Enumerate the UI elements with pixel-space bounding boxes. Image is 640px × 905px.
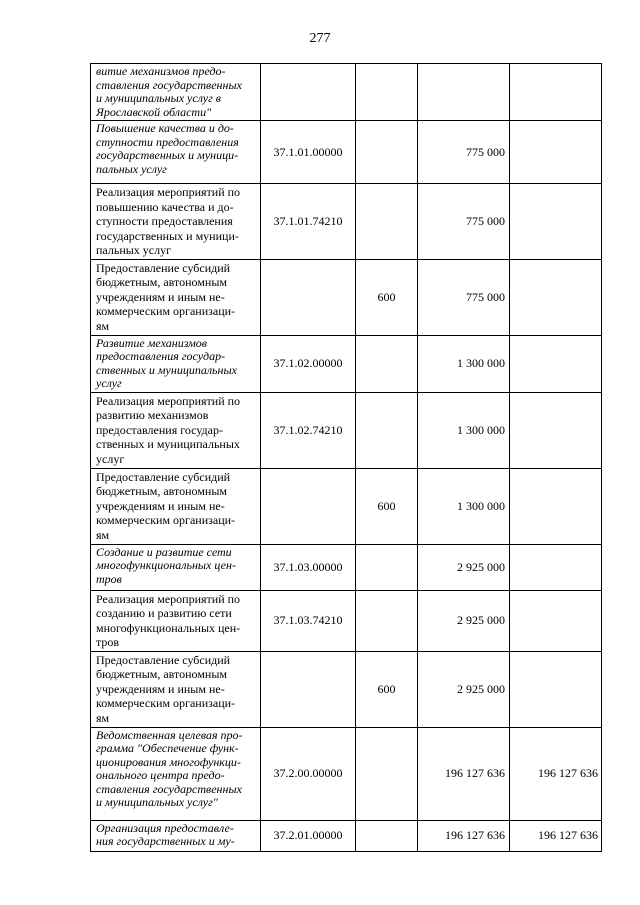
row-name-line: предоставления государ- [96, 422, 223, 437]
row-name-line: бюджетным, автономным [96, 667, 227, 681]
amount-year-2 [510, 651, 602, 727]
amount-year-2 [510, 544, 602, 590]
target-article-code [261, 651, 356, 727]
row-name-line: онального центра предо- [96, 768, 225, 782]
row-name-line: Развитие механизмов [96, 335, 207, 350]
row-name-cell [91, 392, 261, 468]
row-name-cell [91, 184, 261, 260]
table-row [91, 392, 602, 468]
row-name-line: пальных услуг [96, 243, 172, 257]
amount-year-2 [510, 184, 602, 260]
amount-year-1 [418, 64, 510, 121]
target-article-code [261, 64, 356, 121]
table-row [91, 64, 602, 121]
amount-year-1: 775 000 [418, 184, 510, 260]
row-name-line: и муниципальных услуг в [96, 91, 221, 105]
expense-type-code: 600 [356, 468, 418, 544]
row-name-cell [91, 121, 261, 184]
expense-type-code: 600 [356, 259, 418, 335]
expense-type-code [356, 544, 418, 590]
table-row [91, 121, 602, 184]
row-name-line: ступности предоставления [96, 134, 239, 149]
amount-year-2 [510, 590, 602, 651]
row-name-line: ционирования многофункци- [96, 754, 241, 769]
row-name-line: Предоставление субсидий [96, 469, 231, 484]
row-name-line: ставления государственных [96, 781, 242, 796]
amount-year-1: 775 000 [418, 259, 510, 335]
amount-year-1: 1 300 000 [418, 392, 510, 468]
expense-type-code [356, 727, 418, 820]
table-row [91, 727, 602, 820]
target-article-code: 37.2.01.00000 [261, 820, 356, 851]
page-number: 277 [309, 31, 331, 46]
row-name-line: ям [96, 710, 110, 725]
row-name-line: Предоставление субсидий [96, 260, 231, 275]
amount-year-1: 2 925 000 [418, 651, 510, 727]
table-row [91, 651, 602, 727]
expense-type-code [356, 184, 418, 260]
row-name-line: учреждениям и иным не- [96, 498, 225, 513]
row-name-line: многофункциональных цен- [96, 620, 241, 635]
row-name-cell [91, 259, 261, 335]
row-name-line: и муниципальных услуг" [96, 795, 218, 809]
row-name-line: многофункциональных цен- [96, 558, 236, 572]
amount-year-2 [510, 259, 602, 335]
row-name-line: Реализация мероприятий по [96, 185, 241, 199]
row-name-line: коммерческим организаци- [96, 304, 236, 318]
table-row [91, 590, 602, 651]
target-article-code: 37.1.03.74210 [261, 590, 356, 651]
target-article-code: 37.2.00.00000 [261, 727, 356, 820]
row-name-line: учреждениям и иным не- [96, 681, 225, 696]
amount-year-1: 2 925 000 [418, 590, 510, 651]
row-name-line: учреждениям и иным не- [96, 289, 225, 304]
amount-year-2 [510, 392, 602, 468]
row-name-line: коммерческим организаци- [96, 696, 236, 710]
amount-year-2 [510, 335, 602, 392]
row-name-cell [91, 468, 261, 544]
table-row [91, 544, 602, 590]
amount-year-2 [510, 64, 602, 121]
row-name-line: созданию и развитию сети [96, 606, 232, 620]
row-name-line: Организация предоставле- [96, 820, 234, 835]
row-name-line: ям [96, 318, 110, 333]
row-name-line: грамма "Обеспечение функ- [96, 741, 239, 755]
row-name-line: ственных и муниципальных [96, 437, 240, 451]
row-name-line: предоставления государ- [96, 349, 226, 363]
expense-type-code: 600 [356, 651, 418, 727]
row-name-line: коммерческим организаци- [96, 513, 236, 527]
row-name-line: пальных услуг [96, 161, 167, 176]
amount-year-1: 775 000 [418, 121, 510, 184]
row-name-line: ступности предоставления [96, 214, 233, 228]
row-name-line: ставления государственных [96, 77, 242, 92]
row-name-cell [91, 544, 261, 590]
row-name-line: ственных и муниципальных [96, 362, 237, 377]
table-row [91, 184, 602, 260]
row-name-cell [91, 335, 261, 392]
row-name-line: Ведомственная целевая про- [96, 727, 243, 742]
amount-year-1: 196 127 636 [418, 820, 510, 851]
amount-year-2: 196 127 636 [510, 727, 602, 820]
row-name-line: витие механизмов предо- [96, 64, 226, 78]
table-row [91, 468, 602, 544]
row-name-line: развитию механизмов [96, 408, 209, 422]
row-name-line: Повышение качества и до- [96, 121, 234, 135]
budget-table [90, 63, 602, 852]
row-name-line: повышению качества и до- [96, 199, 234, 214]
amount-year-1: 2 925 000 [418, 544, 510, 590]
amount-year-2: 196 127 636 [510, 820, 602, 851]
row-name-cell [91, 727, 261, 820]
row-name-line: тров [96, 571, 122, 586]
expense-type-code [356, 335, 418, 392]
row-name-line: государственных и муници- [96, 228, 239, 243]
amount-year-2 [510, 121, 602, 184]
row-name-line: Реализация мероприятий по [96, 393, 241, 408]
expense-type-code [356, 590, 418, 651]
target-article-code: 37.1.02.74210 [261, 392, 356, 468]
row-name-cell [91, 590, 261, 651]
expense-type-code [356, 392, 418, 468]
row-name-line: услуг [96, 451, 125, 466]
target-article-code: 37.1.01.74210 [261, 184, 356, 260]
expense-type-code [356, 820, 418, 851]
row-name-line: государственных и муници- [96, 148, 239, 162]
amount-year-1: 1 300 000 [418, 468, 510, 544]
amount-year-1: 196 127 636 [418, 727, 510, 820]
target-article-code [261, 259, 356, 335]
row-name-line: Реализация мероприятий по [96, 591, 241, 606]
target-article-code: 37.1.01.00000 [261, 121, 356, 184]
expense-type-code [356, 121, 418, 184]
row-name-line: Ярославской области" [96, 104, 212, 119]
table-row [91, 335, 602, 392]
row-name-line: ям [96, 527, 110, 542]
expense-type-code [356, 64, 418, 121]
row-name-line: тров [96, 635, 120, 649]
target-article-code: 37.1.02.00000 [261, 335, 356, 392]
table-row [91, 259, 602, 335]
row-name-line: бюджетным, автономным [96, 275, 227, 289]
row-name-line: бюджетным, автономным [96, 484, 227, 498]
amount-year-1: 1 300 000 [418, 335, 510, 392]
target-article-code: 37.1.03.00000 [261, 544, 356, 590]
target-article-code [261, 468, 356, 544]
row-name-cell [91, 651, 261, 727]
row-name-cell [91, 64, 261, 121]
row-name-line: Создание и развитие сети [96, 544, 232, 559]
row-name-line: Предоставление субсидий [96, 652, 231, 667]
row-name-cell [91, 820, 261, 851]
row-name-line: ния государственных и му- [96, 834, 235, 848]
row-name-line: услуг [96, 376, 122, 390]
amount-year-2 [510, 468, 602, 544]
table-row [91, 820, 602, 851]
